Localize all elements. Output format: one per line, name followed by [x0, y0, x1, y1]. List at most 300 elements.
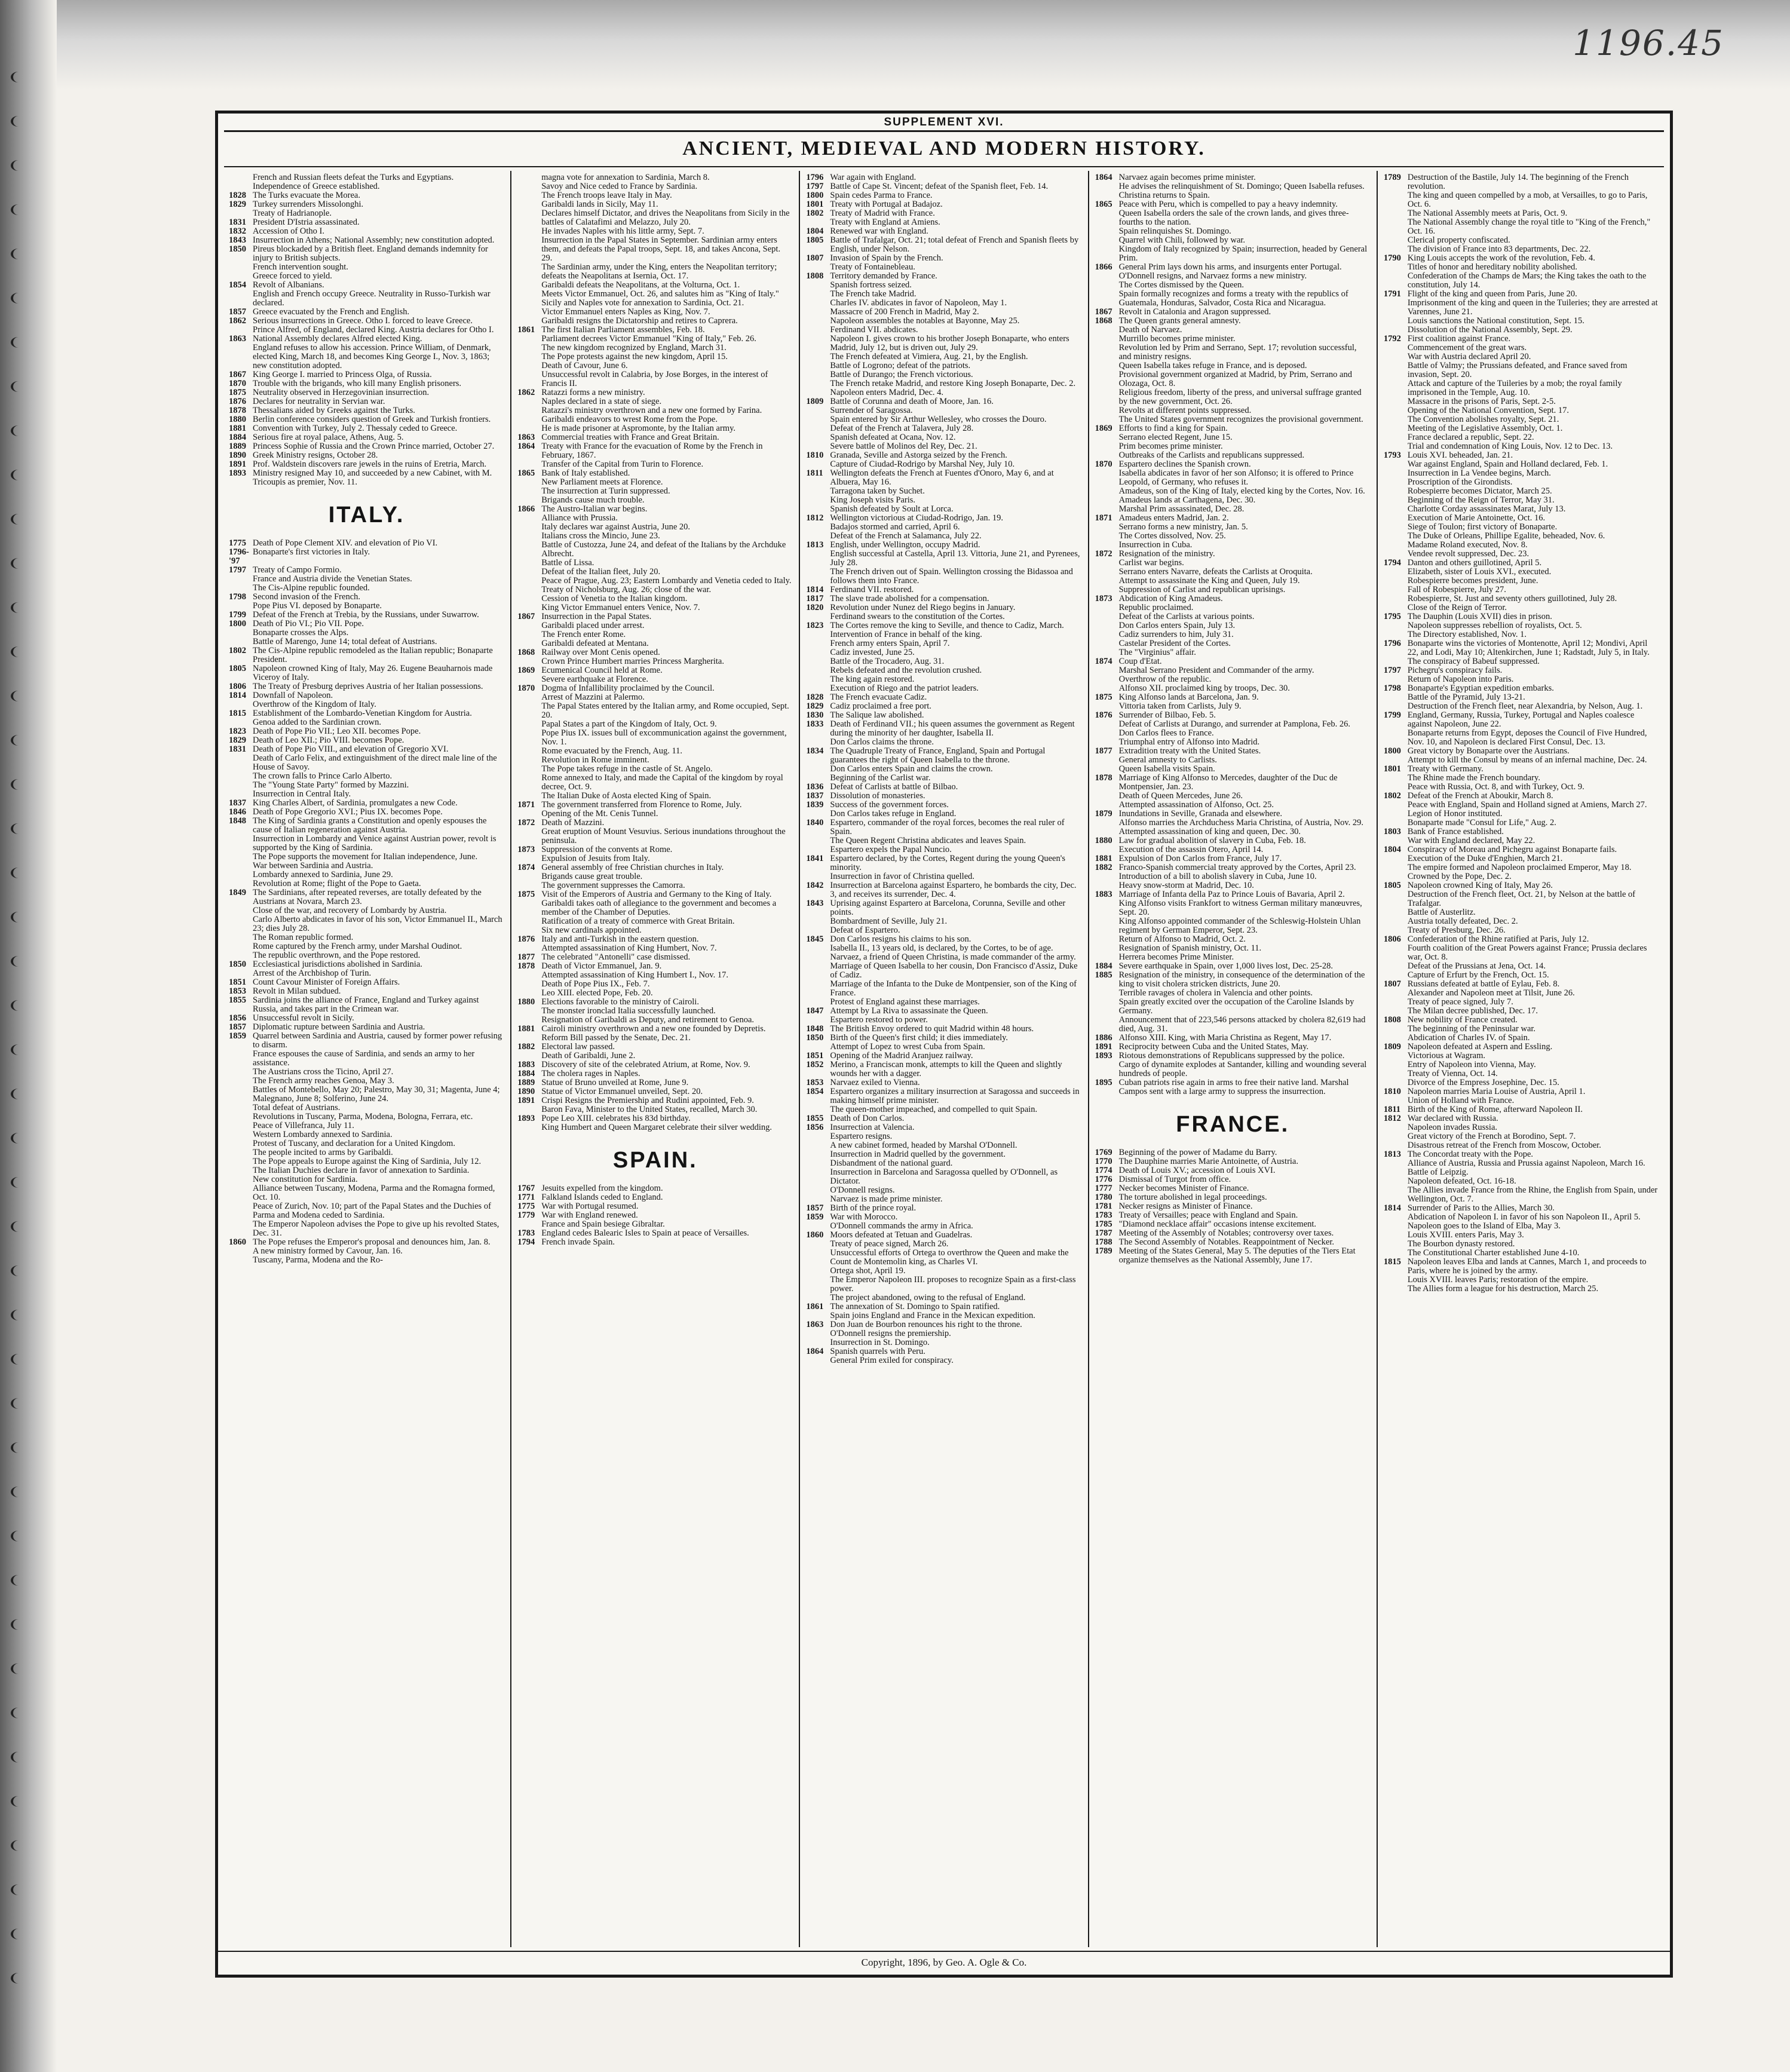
entry-year	[806, 675, 830, 684]
history-entry	[1384, 908, 1659, 917]
entry-text: Discovery of site of the celebrated Atrium, at Rome, Nov. 9.	[541, 1060, 750, 1069]
history-entry	[517, 989, 793, 998]
history-entry	[229, 1130, 504, 1139]
entry-text: The project abandoned, owing to the refusal of England.	[830, 1293, 1026, 1302]
entry-text: Franco-Spanish commercial treaty approved by the Cortes, April 23.	[1118, 863, 1356, 872]
entry-year	[1384, 836, 1408, 845]
entry-year	[806, 290, 830, 299]
entry-year	[517, 630, 541, 639]
entry-year: 1866	[1095, 262, 1112, 272]
entry-text: Narvaez is made prime minister.	[830, 1194, 943, 1204]
entry-year	[1095, 845, 1119, 854]
entry-text: Serrano forms a new ministry, Jan. 5.	[1118, 522, 1248, 532]
entry-year	[517, 881, 541, 890]
entry-year	[517, 854, 541, 863]
entry-text: Trial and condemnation of King Louis, Nov. 12 to Dec. 13.	[1407, 442, 1613, 451]
entry-year: 1871	[1095, 513, 1112, 523]
entry-text: Accession of Otho I.	[253, 226, 325, 236]
entry-year	[517, 989, 541, 998]
history-entry	[1384, 1249, 1659, 1258]
entry-year	[517, 200, 541, 209]
entry-text: The National Assembly change the royal title to "King of the French," Oct. 16.	[1407, 217, 1651, 236]
history-entry	[806, 1123, 1081, 1132]
entry-year	[517, 370, 541, 388]
entry-text: Savoy and Nice ceded to France by Sardinia.	[541, 182, 698, 191]
entry-text: Elizabeth, sister of Louis XVI., executed.	[1407, 567, 1552, 577]
history-entry	[1384, 218, 1659, 236]
entry-text: Death of Carlo Felix, and extinguishment of the direct male line of the House of Savoy.	[253, 753, 497, 772]
entry-year: 1891	[229, 459, 246, 469]
entry-year	[517, 281, 541, 290]
history-entry	[1095, 1175, 1371, 1184]
entry-year: 1880	[229, 415, 246, 424]
entry-text: The French evacuate Cadiz.	[830, 692, 927, 702]
history-entry	[1384, 299, 1659, 317]
entry-text: Death of Pope Clement XIV. and elevation of Pio VI.	[253, 538, 438, 548]
entry-text: Return of Napoleon into Paris.	[1407, 675, 1514, 684]
entry-text: Spanish defeated by Soult at Lorca.	[830, 504, 954, 514]
entry-text: Terrible ravages of cholera in Valencia and other points.	[1118, 988, 1313, 998]
entry-text: King Joseph visits Paris.	[830, 495, 915, 505]
history-entry	[1384, 1105, 1659, 1114]
entry-text: O'Donnell commands the army in Africa.	[830, 1221, 973, 1231]
entry-year	[1384, 657, 1408, 666]
history-entry	[1095, 1184, 1371, 1193]
history-entry	[1384, 424, 1659, 433]
entry-year	[517, 827, 541, 845]
entry-year	[806, 1329, 830, 1338]
entry-year	[229, 1157, 253, 1166]
entry-text: O'Donnell resigns the premiership.	[830, 1329, 951, 1338]
history-entry	[517, 442, 793, 460]
entry-year	[1384, 594, 1408, 603]
entry-year: 1832	[229, 226, 246, 236]
history-entry	[229, 754, 504, 772]
entry-text: New Parliament meets at Florence.	[541, 477, 663, 487]
history-entry	[229, 263, 504, 272]
entry-text: Greece evacuated by the French and English.	[253, 307, 410, 317]
entry-text: Defeat of the Carlists at various points.	[1118, 612, 1255, 621]
entry-text: The Queen grants general amnesty.	[1118, 316, 1241, 326]
entry-year	[1384, 326, 1408, 335]
entry-year	[517, 209, 541, 227]
history-entry	[517, 308, 793, 317]
history-entry	[517, 541, 793, 559]
history-entry	[1095, 1043, 1371, 1052]
entry-year	[806, 299, 830, 308]
history-entry	[1384, 550, 1659, 559]
history-entry	[1095, 854, 1371, 863]
entry-year	[517, 532, 541, 541]
entry-year	[1095, 899, 1119, 917]
section-heading: FRANCE.	[1176, 1112, 1290, 1137]
entry-text: The Pope refuses the Emperor's proposal and denounces him, Jan. 8.	[253, 1237, 491, 1247]
entry-year: 1806	[229, 682, 246, 691]
history-entry	[1384, 245, 1659, 254]
history-entry	[1384, 1087, 1659, 1096]
history-entry	[806, 1060, 1081, 1078]
top-rule	[224, 130, 1664, 132]
history-entry	[1095, 182, 1371, 191]
entry-text: War with England declared, May 22.	[1407, 836, 1535, 845]
entry-year: 1850	[229, 244, 246, 254]
history-entry	[1095, 388, 1371, 406]
entry-text: Unsuccessful revolt in Sicily.	[253, 1013, 354, 1023]
entry-text: Surrender of Bilbao, Feb. 5.	[1118, 710, 1216, 720]
entry-text: Capture of Erfurt by the French, Oct. 15.	[1407, 970, 1549, 980]
entry-text: Attempt to kill the Consul by means of an infernal machine, Dec. 24.	[1407, 755, 1647, 765]
entry-text: Attempted assassination of Alfonso, Oct. 25.	[1118, 800, 1274, 810]
history-entry	[1095, 594, 1371, 603]
entry-year	[1095, 388, 1119, 406]
entry-text: Insurrection in Athens; National Assembly; new constitution adopted.	[253, 235, 495, 245]
history-entry	[517, 702, 793, 720]
entry-text: The National Assembly meets at Paris, Oct. 9.	[1407, 209, 1568, 218]
history-entry	[1384, 729, 1659, 747]
entry-text: Russians defeated at battle of Eylau, Feb. 8.	[1407, 979, 1560, 989]
entry-text: Christina returns to Spain.	[1118, 191, 1210, 200]
history-entry	[517, 415, 793, 424]
entry-text: War with Morocco.	[830, 1212, 898, 1222]
entry-year	[1384, 550, 1408, 559]
entry-year: 1767	[517, 1184, 535, 1193]
entry-text: Italy declares war against Austria, June 20.	[541, 522, 691, 532]
entry-year: 1876	[229, 397, 246, 406]
history-entry	[229, 969, 504, 978]
entry-year	[1384, 299, 1408, 317]
entry-text: Alfonso XII. proclaimed king by troops, Dec. 30.	[1118, 683, 1290, 693]
entry-year: 1801	[1383, 764, 1401, 774]
entry-year	[1095, 675, 1119, 684]
entry-text: Ratazzi's ministry overthrown and a new one formed by Farina.	[541, 406, 762, 415]
entry-text: Battle of Leipzig.	[1407, 1167, 1469, 1177]
history-entry	[1095, 675, 1371, 684]
history-entry	[1095, 308, 1371, 317]
history-entry	[517, 881, 793, 890]
entry-text: Opening of the Madrid Aranjuez railway.	[830, 1051, 973, 1060]
history-entry	[806, 1356, 1081, 1365]
entry-year: 1882	[1095, 863, 1112, 872]
history-entry	[517, 684, 793, 693]
entry-year	[1384, 469, 1408, 478]
history-entry	[229, 272, 504, 281]
history-entry	[517, 639, 793, 648]
entry-year	[806, 496, 830, 505]
entry-year: 1889	[229, 442, 246, 451]
history-entry	[517, 1078, 793, 1087]
history-entry	[229, 682, 504, 691]
entry-year: 1800	[229, 619, 246, 629]
entry-text: Beginning of the Reign of Terror, May 31.	[1407, 495, 1555, 505]
entry-text: Sardinia joins the alliance of France, England and Turkey against Russia, and takes part in the Crimean war.	[253, 995, 479, 1014]
entry-year	[517, 792, 541, 801]
entry-year	[806, 1338, 830, 1347]
entry-year	[1384, 433, 1408, 442]
history-entry	[806, 917, 1081, 926]
entry-year	[229, 853, 253, 862]
entry-year: 1876	[517, 934, 535, 944]
entry-text: Napoleon leaves Elba and lands at Cannes, March 1, and proceeds to Paris, where he is joined by the army.	[1407, 1257, 1647, 1276]
entry-year	[806, 738, 830, 747]
history-entry	[229, 879, 504, 888]
entry-year	[229, 344, 253, 370]
entry-year	[517, 496, 541, 505]
entry-year	[1384, 1276, 1408, 1285]
copyright-line: Copyright, 1896, by Geo. A. Ogle & Co.	[218, 1951, 1670, 1969]
history-entry	[229, 808, 504, 817]
history-entry	[517, 890, 793, 899]
history-entry	[1095, 1238, 1371, 1247]
entry-year	[1095, 729, 1119, 738]
entry-year	[1384, 863, 1408, 872]
history-entry	[806, 953, 1081, 962]
entry-year: 1870	[517, 683, 535, 693]
history-entry	[229, 611, 504, 620]
history-entry	[229, 200, 504, 209]
entry-text: The celebrated "Antonelli" case dismissed.	[541, 952, 691, 962]
entry-year	[229, 575, 253, 584]
entry-text: Inundations in Seville, Granada and elsewhere.	[1118, 809, 1283, 819]
entry-year	[806, 415, 830, 424]
entry-year	[1384, 926, 1408, 935]
entry-year: 1843	[806, 899, 824, 908]
entry-year	[1384, 353, 1408, 361]
entry-text: Death of Pope Gregorio XVI.; Pius IX. becomes Pope.	[253, 807, 443, 817]
entry-text: War declared with Russia.	[1407, 1114, 1498, 1123]
entry-text: Spanish defeated at Ocana, Nov. 12.	[830, 433, 956, 442]
entry-year	[1384, 917, 1408, 926]
entry-text: Death of Victor Emmanuel, Jan. 9.	[541, 961, 662, 971]
entry-text: King Alfonso appointed commander of the Schleswig-Holstein Uhlan regiment by German Emperor, Sept. 23.	[1118, 917, 1361, 935]
history-entry	[229, 951, 504, 960]
history-entry	[1384, 711, 1659, 729]
entry-text: Crispi Resigns the Premiership and Rudini appointed, Feb. 9.	[541, 1096, 754, 1105]
entry-text: The Dauphine marries Marie Antoinette, of Austria.	[1118, 1157, 1298, 1166]
history-entry	[517, 1238, 793, 1247]
history-entry	[806, 236, 1081, 254]
entry-year	[229, 871, 253, 879]
title-rule	[224, 166, 1664, 167]
entry-text: Intervention of France in behalf of the king.	[830, 630, 982, 639]
history-entry	[517, 1220, 793, 1229]
binding-hole-mark	[11, 1973, 26, 1984]
entry-year	[517, 317, 541, 326]
history-entry	[517, 747, 793, 756]
entry-text: Death of Narvaez.	[1118, 325, 1182, 335]
entry-year: 1831	[229, 217, 246, 227]
entry-text: King Alfonso visits Frankfort to witness German military manœuvres, Sept. 20.	[1118, 899, 1362, 917]
entry-year	[229, 718, 253, 727]
entry-year: 1870	[229, 379, 246, 388]
binding-hole-mark	[11, 293, 26, 304]
entry-year	[1384, 317, 1408, 326]
entry-text: Count Cavour Minister of Foreign Affairs.	[253, 977, 400, 987]
entry-year	[229, 584, 253, 593]
entry-text: English, under Wellington, occupy Madrid.	[830, 540, 980, 550]
entry-year	[229, 629, 253, 637]
entry-year: 1828	[229, 191, 246, 200]
history-entry	[229, 862, 504, 871]
history-entry	[1384, 317, 1659, 326]
entry-year: 1801	[806, 200, 824, 209]
entry-text: Bank of France established.	[1407, 827, 1504, 836]
entry-year	[517, 541, 541, 559]
entry-year	[806, 980, 830, 998]
history-entry	[517, 397, 793, 406]
history-entry	[517, 182, 793, 191]
history-entry	[517, 487, 793, 496]
entry-year: 1829	[229, 200, 246, 209]
entry-year: 1789	[1383, 173, 1401, 182]
binding-hole-mark	[11, 337, 26, 348]
history-entry	[1384, 487, 1659, 496]
history-entry	[1384, 1043, 1659, 1052]
entry-year	[1095, 577, 1119, 586]
history-entry	[1384, 586, 1659, 594]
entry-year	[517, 1034, 541, 1043]
entry-text: Revolt in Catalonia and Aragon suppressed.	[1118, 307, 1271, 317]
entry-text: The new kingdom recognized by England, March 31.	[541, 343, 727, 353]
entry-year: 1850	[229, 960, 246, 969]
history-entry	[517, 765, 793, 774]
entry-year: 1841	[806, 854, 824, 863]
entry-year	[806, 317, 830, 326]
entry-text: Birth of the prince royal.	[830, 1203, 917, 1213]
entry-year	[517, 971, 541, 980]
entry-year: 1829	[806, 701, 824, 711]
entry-text: The Papal States entered by the Italian army, and Rome occupied, Sept. 20.	[541, 701, 789, 720]
history-entry	[1384, 935, 1659, 944]
entry-year	[229, 1247, 253, 1256]
history-entry	[1095, 1229, 1371, 1238]
history-entry	[517, 1060, 793, 1069]
entry-year	[517, 460, 541, 469]
history-entry	[229, 781, 504, 790]
entry-year: 1837	[806, 791, 824, 801]
history-entry	[517, 935, 793, 944]
entry-year	[229, 915, 253, 933]
entry-year: 1794	[517, 1237, 535, 1247]
history-entry	[1095, 792, 1371, 801]
entry-year	[517, 514, 541, 523]
entry-year: 1860	[806, 1230, 824, 1240]
history-entry	[1384, 451, 1659, 460]
column-2	[510, 171, 799, 1947]
entry-year: 1853	[806, 1078, 824, 1087]
entry-text: Insurrection in Lombardy and Venice against Austrian power, revolt is supported by the King of Sardinia.	[253, 834, 496, 853]
entry-year	[1384, 568, 1408, 577]
entry-text: Rebels defeated and the revolution crushed.	[830, 666, 982, 675]
history-entry	[1384, 917, 1659, 926]
history-entry	[806, 881, 1081, 899]
entry-year	[1384, 783, 1408, 792]
entry-year	[1384, 774, 1408, 783]
entry-year: 1800	[1383, 746, 1401, 756]
history-entry	[806, 415, 1081, 424]
entry-year	[517, 559, 541, 568]
history-entry	[517, 469, 793, 478]
history-entry	[1384, 1123, 1659, 1132]
supplement-label: SUPPLEMENT XVI.	[884, 116, 1004, 128]
entry-year	[1384, 344, 1408, 353]
history-entry	[517, 980, 793, 989]
entry-text: Confederation of the Rhine ratified at Paris, July 12.	[1407, 934, 1589, 944]
entry-year: 1863	[517, 433, 535, 442]
history-entry	[806, 666, 1081, 675]
history-entry	[1095, 702, 1371, 711]
history-entry	[1384, 173, 1659, 191]
entry-text: Treaty of Nicholsburg, Aug. 26; close of the war.	[541, 585, 712, 594]
entry-text: The French enter Rome.	[541, 630, 626, 639]
history-entry	[517, 514, 793, 523]
history-entry	[1384, 1078, 1659, 1087]
entry-text: Birth of the Queen's first child; it dies immediately.	[830, 1033, 1009, 1043]
entry-year: 1810	[806, 450, 824, 460]
entry-year: 1829	[229, 735, 246, 745]
history-entry	[1384, 191, 1659, 209]
entry-text: The Directory established, Nov. 1.	[1407, 630, 1527, 639]
history-entry	[806, 792, 1081, 801]
history-entry	[229, 1112, 504, 1121]
entry-text: Destruction of the French fleet, near Alexandria, by Nelson, Aug. 1.	[1407, 701, 1643, 711]
entry-text: The Roman republic formed.	[253, 933, 354, 942]
history-entry	[1095, 505, 1371, 514]
history-entry	[1095, 836, 1371, 845]
entry-text: Convention with Turkey, July 2. Thessaly ceded to Greece.	[253, 424, 458, 433]
history-entry	[806, 353, 1081, 361]
history-entry	[229, 335, 504, 344]
entry-year	[806, 917, 830, 926]
entry-year	[229, 790, 253, 799]
history-entry	[806, 191, 1081, 200]
history-entry	[1095, 245, 1371, 263]
binding-hole-mark	[11, 1840, 26, 1851]
history-entry	[229, 637, 504, 646]
history-entry	[1384, 353, 1659, 361]
entry-year	[1095, 182, 1119, 191]
entry-year	[1095, 639, 1119, 648]
history-entry	[806, 765, 1081, 774]
history-entry	[229, 915, 504, 933]
entry-year: 1783	[1095, 1210, 1112, 1220]
entry-text: Meeting of the Assembly of Notables; controversy over taxes.	[1118, 1228, 1334, 1238]
entry-text: New nobility of France created.	[1407, 1015, 1518, 1025]
history-entry	[1095, 550, 1371, 559]
entry-year: 1861	[517, 325, 535, 335]
entry-year: 1865	[1095, 200, 1112, 209]
entry-text: Alliance between Tuscany, Modena, Parma and the Romagna formed, Oct. 10.	[253, 1184, 495, 1202]
entry-year	[229, 602, 253, 611]
entry-year: 1878	[1095, 773, 1112, 783]
entry-year	[1095, 451, 1119, 460]
history-entry	[229, 469, 504, 487]
history-entry	[1095, 451, 1371, 460]
binding-hole-mark	[11, 1265, 26, 1276]
history-entry	[806, 1168, 1081, 1186]
entry-year	[229, 1130, 253, 1139]
entry-year	[1384, 801, 1408, 810]
entry-year	[806, 1267, 830, 1276]
entry-year	[229, 1121, 253, 1130]
entry-text: Bonaparte's Egyptian expedition embarks.	[1407, 683, 1554, 693]
entry-text: Garibaldi defeats the Neapolitans, at the Volturna, Oct. 1.	[541, 280, 740, 290]
entry-text: Ratazzi forms a new ministry.	[541, 388, 645, 397]
entry-text: Wellington defeats the French at Fuentes d'Onoro, May 6, and at Albuera, May 16.	[830, 468, 1054, 487]
binding-hole-mark	[11, 249, 26, 259]
entry-text: Attempt of Lopez to wrest Cuba from Spain.	[830, 1042, 985, 1052]
binding-hole-mark	[11, 425, 26, 436]
history-entry	[229, 906, 504, 915]
